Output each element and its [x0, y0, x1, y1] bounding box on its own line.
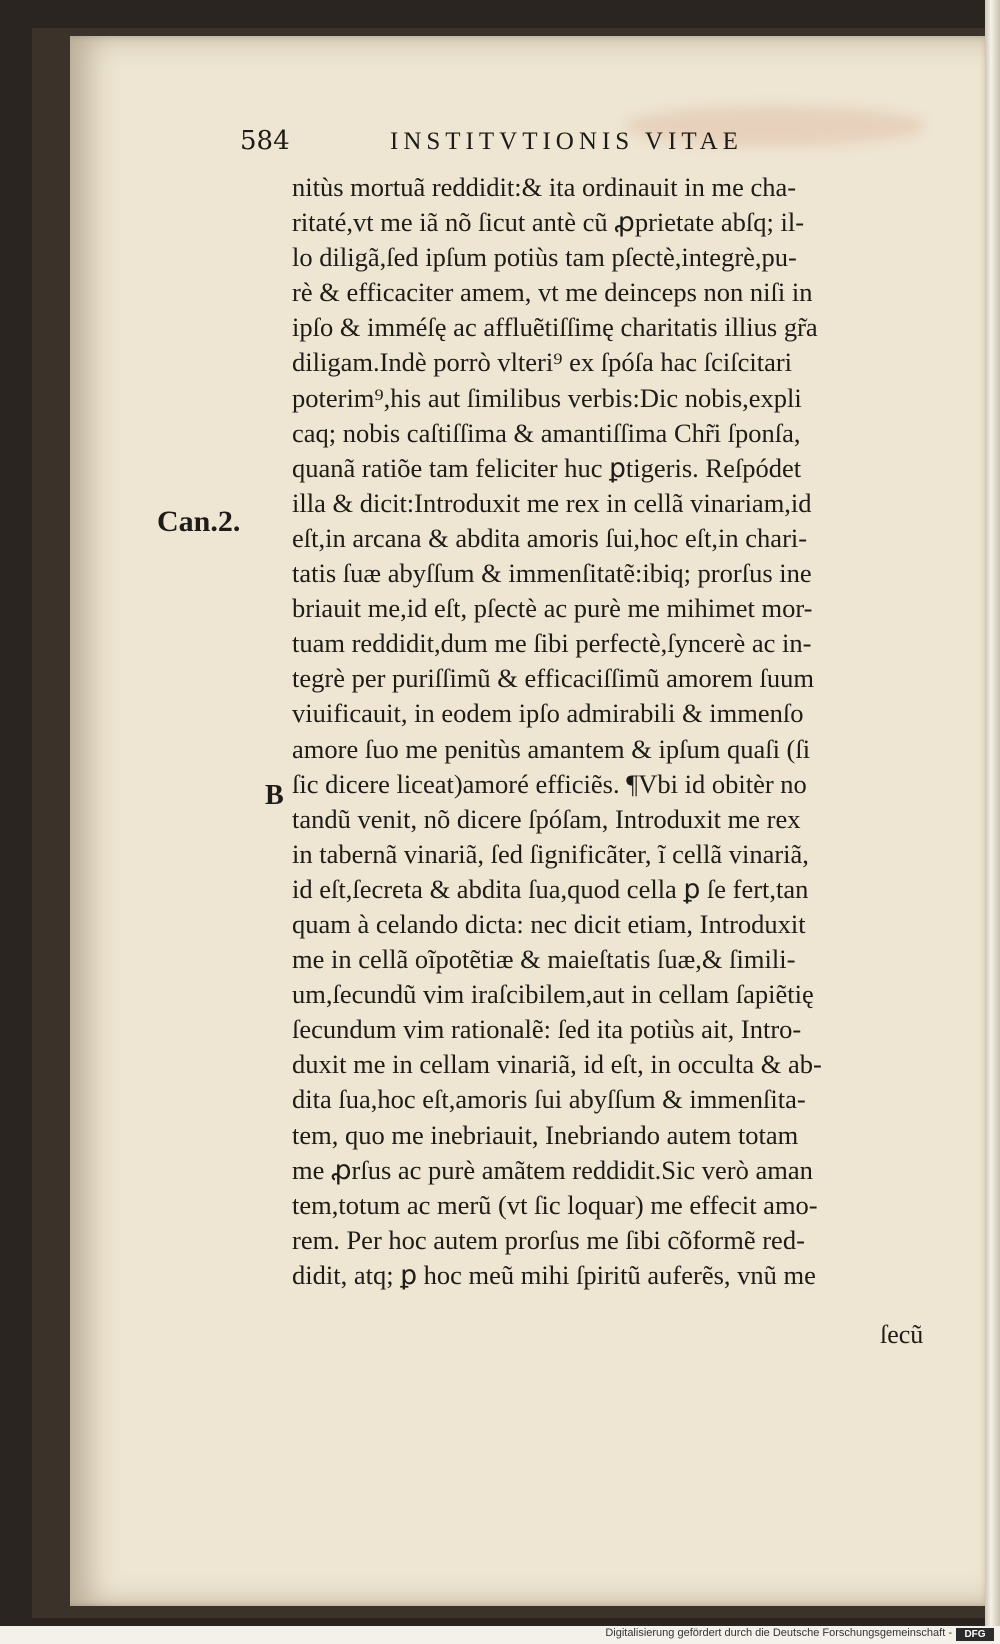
text-line: ipſo & imméſę ac affluẽtiſſimę charitatis illius gr̃a [292, 312, 818, 343]
text-line: quam à celando dicta: nec dicit etiam, Introduxit [292, 908, 806, 939]
text-line: didit, atq; ꝑ hoc meũ mihi ſpiritũ auferẽs, vnũ me [292, 1259, 816, 1290]
text-line: briauit me,id eſt, pſectè ac purè me mihimet mor- [292, 593, 813, 624]
text-line: tatis ſuæ abyſſum & immenſitatẽ:ibiq; prorſus ine [292, 558, 812, 589]
text-line: rem. Per hoc autem prorſus me ſibi cõformẽ red- [292, 1224, 805, 1255]
text-line: caq; nobis caſtiſſima & amantiſſima Chr̃i ſponſa, [292, 417, 801, 448]
text-line: tuam reddidit,dum me ſibi perfectè,ſyncerè ac in- [292, 628, 812, 659]
text-line: viuificauit, in eodem ipſo admirabili & immenſo [292, 698, 804, 729]
text-line: id eſt,ſecreta & abdita ſua,quod cella ꝑ ſe fert,tan [292, 873, 809, 904]
footer-credit: Digitalisierung gefördert durch die Deutsche Forschungsgemeinschaft - [605, 1627, 952, 1639]
digitization-footer [0, 1626, 1000, 1644]
text-line: eſt,in arcana & abdita amoris ſui,hoc eſt,in chari- [292, 522, 808, 553]
text-line: ſic dicere liceat)amoré efficiẽs. ¶Vbi id obitèr no [292, 768, 807, 799]
text-line: quanã ratiõe tam feliciter huc ꝑtigeris. Reſpódet [292, 452, 802, 483]
text-line: tegrè per puriſſimũ & efficaciſſimũ amorem ſuum [292, 663, 814, 694]
text-line: rè & efficaciter amem, vt me deinceps non niſi in [292, 277, 813, 308]
dfg-logo: DFG [956, 1628, 994, 1641]
text-line: illa & dicit:Introduxit me rex in cellã vinariam,id [292, 487, 812, 518]
running-title: INSTITVTIONIS VITAE [390, 128, 743, 155]
text-line: lo diligã,ſed ipſum potiùs tam pſectè,integrè,pu- [292, 242, 797, 273]
text-line: ſecundum vim rationalẽ: ſed ita potiùs ait, Intro- [292, 1014, 802, 1045]
text-line: tem, quo me inebriauit, Inebriando autem totam [292, 1119, 799, 1150]
catchword: ſecũ [880, 1320, 924, 1349]
page-number: 584 [240, 126, 290, 156]
page-edge [985, 0, 1000, 1644]
text-line: tandũ venit, nõ dicere ſpóſam, Introduxit me rex [292, 803, 801, 834]
text-line: duxit me in cellam vinariã, id eſt, in occulta & ab- [292, 1049, 822, 1080]
body-text [292, 170, 932, 1293]
text-line: me in cellã oĩpotẽtiæ & maieſtatis ſuæ,& ſimili- [292, 944, 796, 975]
page-header [240, 126, 860, 166]
text-line: um,ſecundũ vim iraſcibilem,aut in cellam ſapiẽtię [292, 979, 814, 1010]
text-line: nitùs mortuã reddidit:& ita ordinauit in me cha- [292, 172, 797, 202]
text-line: diligam.Indè porrò vlteri⁹ ex ſpóſa hac ſciſcitari [292, 347, 793, 378]
text-line: dita ſua,hoc eſt,amoris ſui abyſſum & immenſita- [292, 1084, 806, 1115]
section-letter: B [265, 780, 284, 811]
text-line: tem,totum ac merũ (vt ſic loquar) me effecit amo- [292, 1189, 818, 1220]
text-line: ritaté,vt me iã nõ ſicut antè cũ ꝓprietate abſq; il- [292, 207, 805, 238]
text-line: me ꝓrſus ac purè amãtem reddidit.Sic verò aman [292, 1154, 813, 1185]
text-line: poterim⁹,his aut ſimilibus verbis:Dic nobis,expli [292, 382, 802, 413]
marginal-note: Can.2. [157, 505, 241, 538]
text-line: in tabernã vinariã, ſed ſignificãter, ĩ cellã vinariã, [292, 838, 809, 869]
text-line: amore ſuo me penitùs amantem & ipſum quaſi (ſi [292, 733, 811, 764]
